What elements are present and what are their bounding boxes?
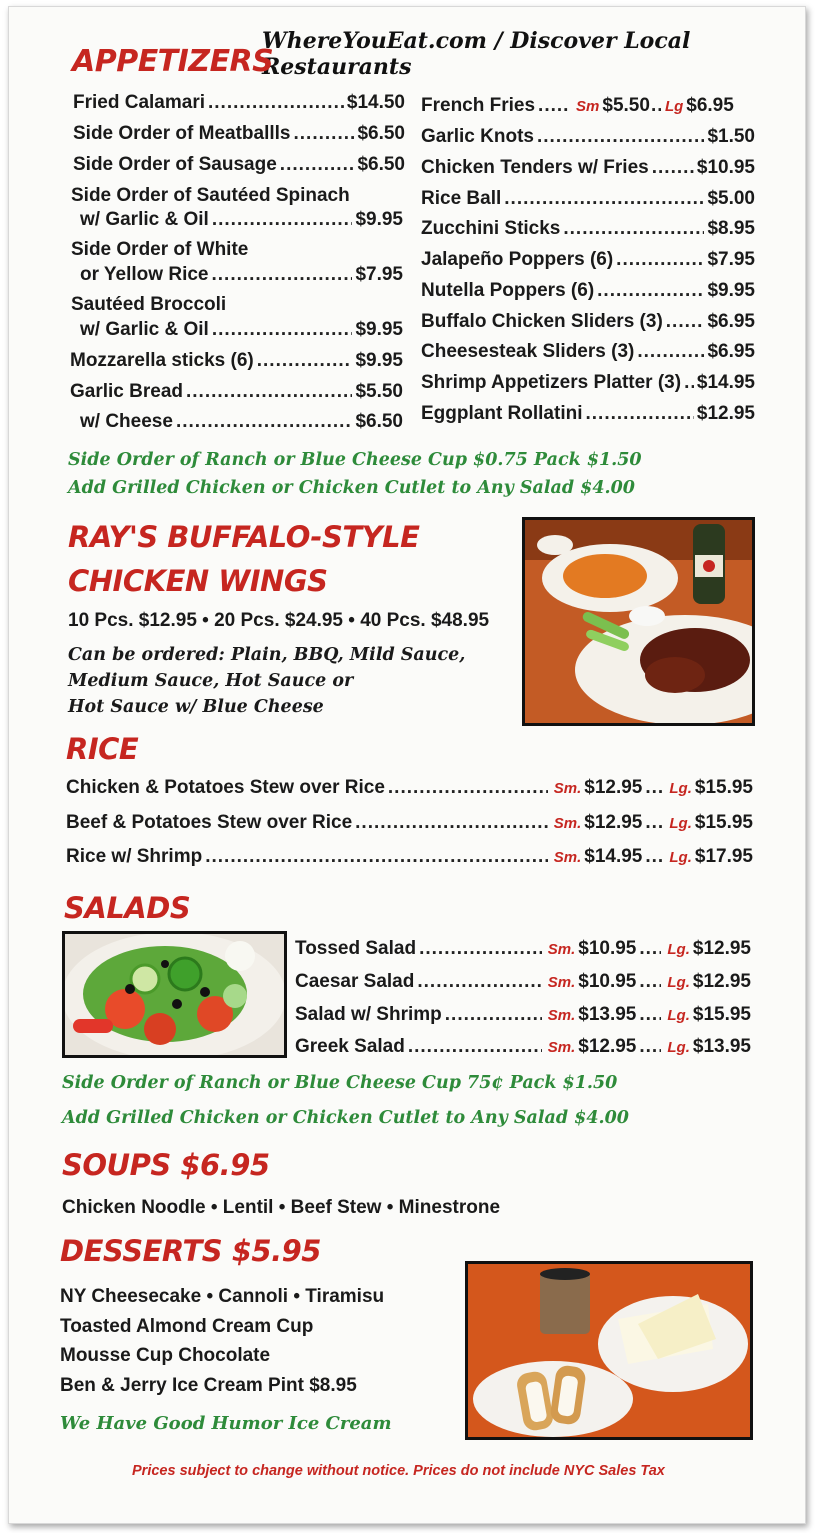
salad-note-chicken: Add Grilled Chicken or Chicken Cutlet to Any Salad $4.00 xyxy=(62,1108,629,1128)
appetizers-heading: APPETIZERS xyxy=(72,44,274,79)
appetizer-item: Zucchini Sticks ..... $8.95 xyxy=(421,218,755,240)
wings-description-1: Can be ordered: Plain, BBQ, Mild Sauce, xyxy=(68,645,466,665)
appetizer-item: Side Order of Sausage ..... $6.50 xyxy=(73,154,405,176)
appetizer-item: Garlic Knots ..... $1.50 xyxy=(421,126,755,148)
dessert-note: We Have Good Humor Ice Cream xyxy=(60,1413,392,1434)
soups-list: Chicken Noodle • Lentil • Beef Stew • Minestrone xyxy=(62,1197,501,1218)
salad-item: Caesar Salad ..... Sm. $10.95 ..... Lg. $12.95 xyxy=(295,971,751,993)
dessert-photo xyxy=(465,1261,753,1440)
appetizer-item: Side Order of Meatballls ..... $6.50 xyxy=(73,123,405,145)
appetizer-item: w/ Garlic & Oil ..... $9.95 xyxy=(80,209,403,231)
dessert-line: NY Cheesecake • Cannoli • Tiramisu xyxy=(60,1286,385,1307)
rice-item: Rice w/ Shrimp ..... Sm. $14.95 ..... Lg. $17.95 xyxy=(66,846,753,868)
wings-prices: 10 Pcs. $12.95 • 20 Pcs. $24.95 • 40 Pcs. $48.95 xyxy=(68,610,490,631)
wings-description-2: Medium Sauce, Hot Sauce or xyxy=(68,671,354,691)
appetizer-item: Buffalo Chicken Sliders (3) ..... $6.95 xyxy=(421,311,755,333)
footer-disclaimer: Prices subject to change without notice. Prices do not include NYC Sales Tax xyxy=(132,1463,665,1479)
appetizer-item: French Fries ..... Sm $5.50 ..... Lg $6.95 xyxy=(421,95,755,117)
appetizer-item: Fried Calamari ..... $14.50 xyxy=(73,92,405,114)
dessert-line: Toasted Almond Cream Cup xyxy=(60,1316,314,1337)
salad-item: Salad w/ Shrimp ..... Sm. $13.95 ..... Lg. $15.95 xyxy=(295,1004,751,1026)
rice-item: Beef & Potatoes Stew over Rice ..... Sm. $12.95 ..... Lg. $15.95 xyxy=(66,812,753,834)
appetizer-item: Sautéed Broccoli xyxy=(71,294,227,315)
rice-heading: RICE xyxy=(66,732,139,766)
appetizer-item: w/ Garlic & Oil ..... $9.95 xyxy=(80,319,403,341)
appetizer-item: Chicken Tenders w/ Fries ..... $10.95 xyxy=(421,157,755,179)
appetizer-item: Side Order of Sautéed Spinach xyxy=(71,185,350,206)
wings-photo xyxy=(522,517,755,726)
appetizer-item: Rice Ball ..... $5.00 xyxy=(421,188,755,210)
soups-heading: SOUPS $6.95 xyxy=(62,1148,270,1182)
salad-item: Tossed Salad ..... Sm. $10.95 ..... Lg. $12.95 xyxy=(295,938,751,960)
salad-photo xyxy=(62,931,287,1058)
appetizer-item: Side Order of White xyxy=(71,239,249,260)
appetizer-item: Jalapeño Poppers (6) ..... $7.95 xyxy=(421,249,755,271)
appetizer-item: or Yellow Rice ..... $7.95 xyxy=(80,264,403,286)
appetizer-item: Mozzarella sticks (6) ..... $9.95 xyxy=(70,350,403,372)
wings-heading-line1: RAY'S BUFFALO-STYLE xyxy=(68,520,420,554)
appetizer-note-dressing: Side Order of Ranch or Blue Cheese Cup $0.75 Pack $1.50 xyxy=(68,450,642,470)
salads-heading: SALADS xyxy=(64,891,191,925)
salad-item: Greek Salad ..... Sm. $12.95 ..... Lg. $13.95 xyxy=(295,1036,751,1058)
appetizer-item: Shrimp Appetizers Platter (3) ..... $14.95 xyxy=(421,372,755,394)
desserts-heading: DESSERTS $5.95 xyxy=(60,1234,321,1268)
dessert-line: Ben & Jerry Ice Cream Pint $8.95 xyxy=(60,1375,357,1396)
appetizer-item: Cheesesteak Sliders (3) ..... $6.95 xyxy=(421,341,755,363)
appetizer-item: Eggplant Rollatini ..... $12.95 xyxy=(421,403,755,425)
appetizer-item: Garlic Bread ..... $5.50 xyxy=(70,381,403,403)
wings-description-3: Hot Sauce w/ Blue Cheese xyxy=(68,697,324,717)
salad-note-dressing: Side Order of Ranch or Blue Cheese Cup 75¢ Pack $1.50 xyxy=(62,1073,618,1093)
wings-heading-line2: CHICKEN WINGS xyxy=(68,564,328,598)
watermark: WhereYouEat.com / Discover Local Restaurants xyxy=(262,28,691,80)
appetizer-item: Nutella Poppers (6) ..... $9.95 xyxy=(421,280,755,302)
dessert-line: Mousse Cup Chocolate xyxy=(60,1345,271,1366)
appetizer-note-chicken: Add Grilled Chicken or Chicken Cutlet to Any Salad $4.00 xyxy=(68,478,635,498)
rice-item: Chicken & Potatoes Stew over Rice ..... Sm. $12.95 ..... Lg. $15.95 xyxy=(66,777,753,799)
appetizer-item: w/ Cheese ..... $6.50 xyxy=(80,411,403,433)
